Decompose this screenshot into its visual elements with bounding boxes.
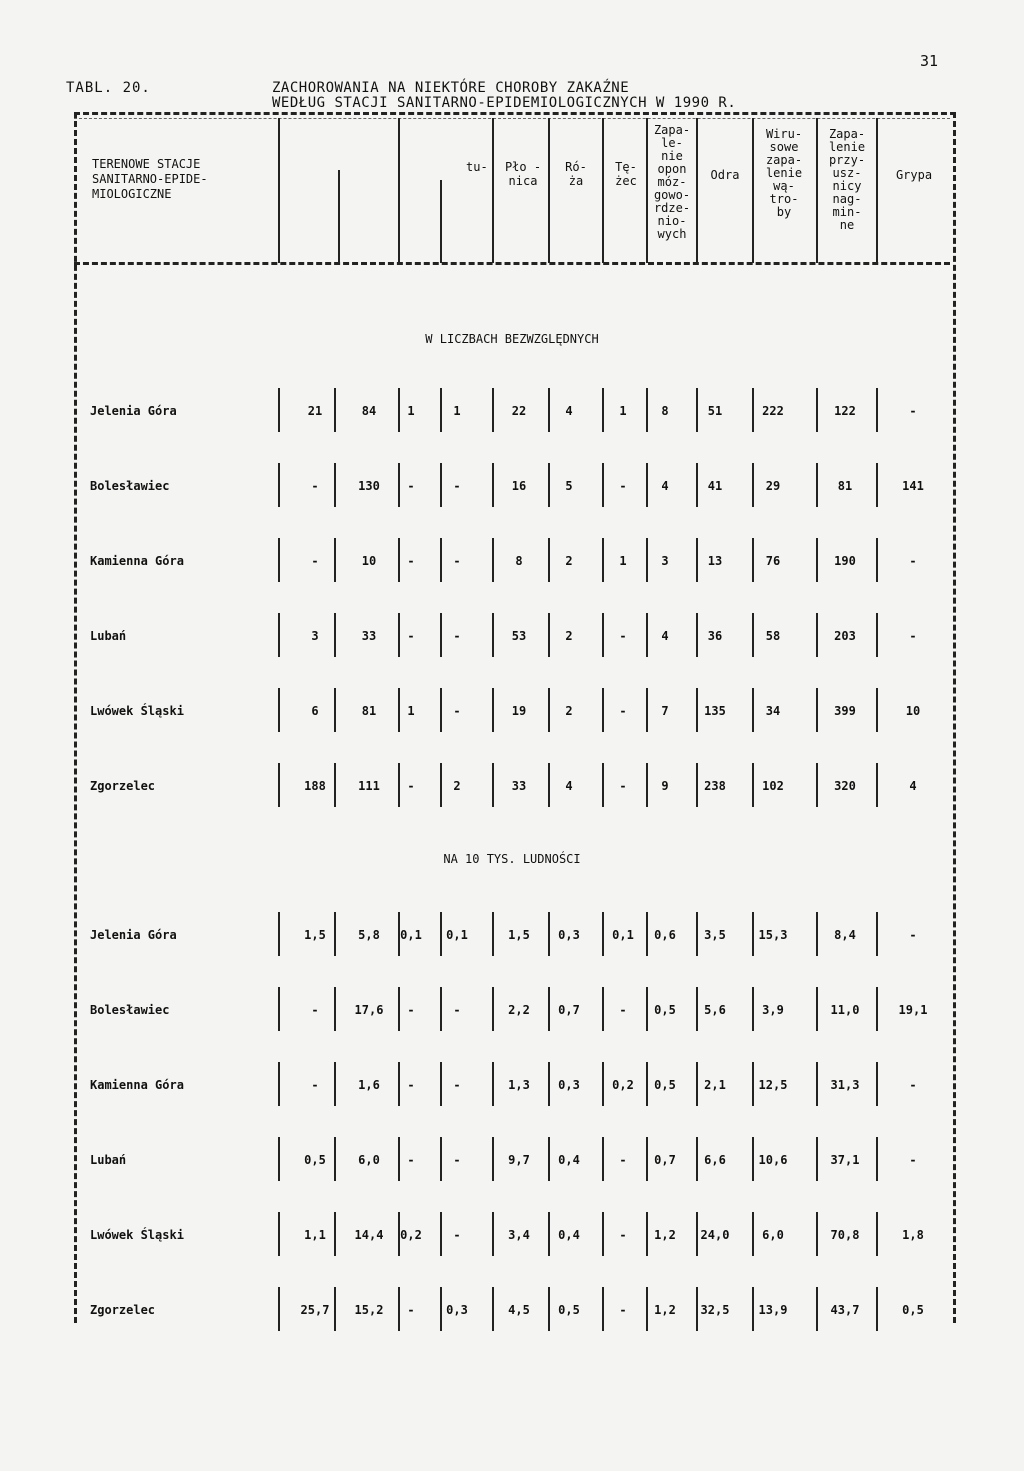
table-cell: - xyxy=(407,554,415,568)
table-cell: 8,4 xyxy=(834,928,856,942)
header-wirusowe: Wiru- sowe zapa- lenie wą- tro- by xyxy=(765,127,803,219)
header-roza: Ró- ża xyxy=(565,160,587,188)
cell-divider xyxy=(876,388,878,432)
cell-divider xyxy=(876,763,878,807)
table-cell: - xyxy=(311,1003,319,1017)
cell-divider xyxy=(876,1137,878,1181)
table-cell: - xyxy=(909,1078,917,1092)
table-cell: - xyxy=(619,1153,627,1167)
table-cell: 9,7 xyxy=(508,1153,530,1167)
cell-divider xyxy=(876,1062,878,1106)
table-cell: - xyxy=(619,629,627,643)
cell-divider xyxy=(816,538,818,582)
table-cell: 29 xyxy=(765,479,781,493)
table-cell: 1,3 xyxy=(508,1078,530,1092)
table-cell: 4 xyxy=(565,404,573,418)
table-cell: 70,8 xyxy=(830,1228,860,1242)
table-cell: 2 xyxy=(565,704,573,718)
table-cell: 6,6 xyxy=(704,1153,726,1167)
table-cell: 4 xyxy=(661,479,669,493)
table-cell: - xyxy=(619,1003,627,1017)
table-cell: 12,5 xyxy=(758,1078,788,1092)
table-cell: - xyxy=(311,554,319,568)
cell-divider xyxy=(816,463,818,507)
header-grypa: Grypa xyxy=(895,168,933,182)
cell-divider xyxy=(876,987,878,1031)
cell-divider xyxy=(816,613,818,657)
table-cell: 16 xyxy=(511,479,527,493)
table-cell: 36 xyxy=(707,629,723,643)
table-cell: 2 xyxy=(565,554,573,568)
table-cell: 3 xyxy=(661,554,669,568)
table-cell: 6,0 xyxy=(358,1153,380,1167)
table-cell: - xyxy=(453,1153,461,1167)
table-cell: 1,2 xyxy=(654,1303,676,1317)
table-cell: 135 xyxy=(704,704,726,718)
table-cell: 58 xyxy=(765,629,781,643)
header-zapalenie-opon: Zapa- le- nie opon móz- gowo- rdze- nio- wych xyxy=(653,123,691,241)
table-cell: 3 xyxy=(311,629,319,643)
table-cell: 0,5 xyxy=(654,1003,676,1017)
cell-divider xyxy=(278,1062,280,1106)
cell-divider xyxy=(278,388,280,432)
table-cell: 13 xyxy=(707,554,723,568)
page-number: 31 xyxy=(920,52,939,70)
table-cell: 1,8 xyxy=(902,1228,924,1242)
table-cell: 9 xyxy=(661,779,669,793)
table-cell: 81 xyxy=(837,479,853,493)
header-tezec: Tę- żec xyxy=(615,160,637,188)
table-cell: 33 xyxy=(361,629,377,643)
table-cell: 8 xyxy=(515,554,523,568)
row-label: Lubań xyxy=(90,1153,127,1167)
header-stations: TERENOWE STACJE SANITARNO-EPIDE- MIOLOGICZNE xyxy=(92,157,208,201)
table-cell: - xyxy=(909,404,917,418)
row-label: Bolesławiec xyxy=(90,1003,170,1017)
row-label: Bolesławiec xyxy=(90,479,170,493)
header-divider xyxy=(398,118,400,263)
cell-divider xyxy=(278,688,280,732)
section-per-10k: NA 10 TYS. LUDNOŚCI xyxy=(443,852,581,866)
table-cell: 2,2 xyxy=(508,1003,530,1017)
table-cell: - xyxy=(619,779,627,793)
table-cell: 0,4 xyxy=(558,1153,580,1167)
table-cell: 4 xyxy=(565,779,573,793)
table-cell: 41 xyxy=(707,479,723,493)
table-cell: 21 xyxy=(307,404,323,418)
table-cell: - xyxy=(311,479,319,493)
cell-divider xyxy=(278,1287,280,1331)
table-cell: 10 xyxy=(361,554,377,568)
header-divider xyxy=(440,180,442,263)
header-tu: tu- xyxy=(466,160,488,174)
table-cell: 6 xyxy=(311,704,319,718)
table-cell: 3,5 xyxy=(704,928,726,942)
table-cell: 0,5 xyxy=(558,1303,580,1317)
table-cell: 10,6 xyxy=(758,1153,788,1167)
table-cell: - xyxy=(453,554,461,568)
table-title-line-2: WEDŁUG STACJI SANITARNO-EPIDEMIOLOGICZNYCH W 1990 R. xyxy=(272,95,737,111)
table-cell: 15,2 xyxy=(354,1303,384,1317)
cell-divider xyxy=(816,1062,818,1106)
header-divider xyxy=(492,118,494,263)
table-cell: - xyxy=(909,928,917,942)
cell-divider xyxy=(876,688,878,732)
table-cell: 6,0 xyxy=(762,1228,784,1242)
header-divider xyxy=(876,118,878,263)
table-cell: 25,7 xyxy=(300,1303,330,1317)
cell-divider xyxy=(816,1212,818,1256)
table-cell: 0,2 xyxy=(400,1228,422,1242)
table-cell: 5,6 xyxy=(704,1003,726,1017)
table-cell: 190 xyxy=(834,554,856,568)
cell-divider xyxy=(278,538,280,582)
table-cell: 0,5 xyxy=(304,1153,326,1167)
table-cell: - xyxy=(407,1153,415,1167)
cell-divider xyxy=(816,1287,818,1331)
cell-divider xyxy=(278,1137,280,1181)
table-cell: 3,9 xyxy=(762,1003,784,1017)
header-divider xyxy=(602,118,604,263)
table-cell: - xyxy=(407,1078,415,1092)
table-cell: 320 xyxy=(834,779,856,793)
table-cell: - xyxy=(453,1003,461,1017)
table-title-line-1: ZACHOROWANIA NA NIEKTÓRE CHOROBY ZAKAŹNE xyxy=(272,80,630,96)
header-divider xyxy=(338,170,340,263)
table-cell: - xyxy=(453,479,461,493)
table-cell: 4 xyxy=(661,629,669,643)
row-label: Jelenia Góra xyxy=(90,404,177,418)
table-cell: 3,4 xyxy=(508,1228,530,1242)
table-cell: - xyxy=(407,779,415,793)
table-cell: 0,2 xyxy=(612,1078,634,1092)
table-cell: 4 xyxy=(909,779,917,793)
cell-divider xyxy=(816,987,818,1031)
table-cell: 0,5 xyxy=(902,1303,924,1317)
table-cell: 53 xyxy=(511,629,527,643)
row-label: Jelenia Góra xyxy=(90,928,177,942)
header-divider xyxy=(278,118,280,263)
table-cell: 1 xyxy=(619,404,627,418)
header-divider xyxy=(696,118,698,263)
table-cell: - xyxy=(311,1078,319,1092)
cell-divider xyxy=(816,688,818,732)
header-bottom-rule xyxy=(74,262,950,265)
row-label: Lwówek Śląski xyxy=(90,704,184,718)
table-cell: 17,6 xyxy=(354,1003,384,1017)
table-cell: 0,1 xyxy=(612,928,634,942)
table-cell: 0,4 xyxy=(558,1228,580,1242)
table-cell: 33 xyxy=(511,779,527,793)
cell-divider xyxy=(816,763,818,807)
table-cell: 1 xyxy=(407,704,415,718)
cell-divider xyxy=(816,912,818,956)
table-cell: 5,8 xyxy=(358,928,380,942)
table-cell: 1 xyxy=(619,554,627,568)
table-cell: 4,5 xyxy=(508,1303,530,1317)
row-label: Zgorzelec xyxy=(90,1303,156,1317)
cell-divider xyxy=(876,1287,878,1331)
table-cell: 76 xyxy=(765,554,781,568)
cell-divider xyxy=(278,763,280,807)
table-cell: - xyxy=(407,479,415,493)
table-cell: - xyxy=(909,554,917,568)
cell-divider xyxy=(816,388,818,432)
table-cell: 203 xyxy=(834,629,856,643)
row-label: Kamienna Góra xyxy=(90,554,184,568)
table-cell: 222 xyxy=(762,404,784,418)
header-divider xyxy=(548,118,550,263)
section-absolute: W LICZBACH BEZWZGLĘDNYCH xyxy=(425,332,599,346)
table-cell: 1,6 xyxy=(358,1078,380,1092)
table-cell: 0,1 xyxy=(400,928,422,942)
cell-divider xyxy=(876,1212,878,1256)
table-cell: 10 xyxy=(905,704,921,718)
table-cell: 141 xyxy=(902,479,924,493)
row-label: Zgorzelec xyxy=(90,779,156,793)
table-cell: 43,7 xyxy=(830,1303,860,1317)
table-cell: 2 xyxy=(453,779,461,793)
table-cell: - xyxy=(453,704,461,718)
table-cell: 1,1 xyxy=(304,1228,326,1242)
table-cell: 5 xyxy=(565,479,573,493)
table-cell: 0,3 xyxy=(558,928,580,942)
table-cell: 1,5 xyxy=(304,928,326,942)
table-cell: - xyxy=(407,629,415,643)
table-cell: 8 xyxy=(661,404,669,418)
table-cell: 14,4 xyxy=(354,1228,384,1242)
table-cell: - xyxy=(619,1228,627,1242)
cell-divider xyxy=(278,463,280,507)
table-cell: 24,0 xyxy=(700,1228,730,1242)
table-cell: - xyxy=(407,1003,415,1017)
table-cell: 238 xyxy=(704,779,726,793)
table-cell: 0,7 xyxy=(654,1153,676,1167)
table-cell: 130 xyxy=(358,479,380,493)
table-cell: 1 xyxy=(453,404,461,418)
cell-divider xyxy=(278,1212,280,1256)
table-cell: 188 xyxy=(304,779,326,793)
table-cell: - xyxy=(909,1153,917,1167)
cell-divider xyxy=(278,987,280,1031)
table-cell: 0,7 xyxy=(558,1003,580,1017)
header-odra: Odra xyxy=(710,168,740,182)
table-cell: 0,1 xyxy=(446,928,468,942)
table-cell: - xyxy=(453,1228,461,1242)
table-cell: 2,1 xyxy=(704,1078,726,1092)
table-cell: 0,3 xyxy=(558,1078,580,1092)
table-cell: 102 xyxy=(762,779,784,793)
table-cell: 37,1 xyxy=(830,1153,860,1167)
table-cell: 34 xyxy=(765,704,781,718)
cell-divider xyxy=(876,912,878,956)
table-cell: 399 xyxy=(834,704,856,718)
table-cell: 2 xyxy=(565,629,573,643)
table-cell: 0,6 xyxy=(654,928,676,942)
row-label: Lwówek Śląski xyxy=(90,1228,184,1242)
cell-divider xyxy=(876,613,878,657)
table-cell: - xyxy=(453,629,461,643)
table-cell: 13,9 xyxy=(758,1303,788,1317)
table-cell: - xyxy=(909,629,917,643)
cell-divider xyxy=(876,538,878,582)
cell-divider xyxy=(876,463,878,507)
row-label: Kamienna Góra xyxy=(90,1078,184,1092)
table-cell: 11,0 xyxy=(830,1003,860,1017)
table-cell: 0,3 xyxy=(446,1303,468,1317)
table-cell: - xyxy=(619,704,627,718)
header-zapalenie-przyusznicy: Zapa- lenie przy- usz- nicy nag- min- ne xyxy=(828,127,866,232)
table-cell: 0,5 xyxy=(654,1078,676,1092)
table-cell: - xyxy=(453,1078,461,1092)
table-cell: - xyxy=(619,479,627,493)
table-cell: - xyxy=(407,1303,415,1317)
table-cell: 84 xyxy=(361,404,377,418)
header-plonica: Pło - nica xyxy=(504,160,542,188)
table-cell: 19 xyxy=(511,704,527,718)
table-cell: 1,5 xyxy=(508,928,530,942)
table-cell: 122 xyxy=(834,404,856,418)
table-cell: 31,3 xyxy=(830,1078,860,1092)
table-cell: 1 xyxy=(407,404,415,418)
cell-divider xyxy=(278,912,280,956)
table-cell: 111 xyxy=(358,779,380,793)
table-label: TABL. 20. xyxy=(66,80,151,96)
table-cell: 22 xyxy=(511,404,527,418)
table-cell: 7 xyxy=(661,704,669,718)
row-label: Lubań xyxy=(90,629,127,643)
table-cell: - xyxy=(619,1303,627,1317)
table-cell: 32,5 xyxy=(700,1303,730,1317)
table-cell: 51 xyxy=(707,404,723,418)
table-cell: 19,1 xyxy=(898,1003,928,1017)
table-cell: 81 xyxy=(361,704,377,718)
cell-divider xyxy=(816,1137,818,1181)
cell-divider xyxy=(278,613,280,657)
table-cell: 15,3 xyxy=(758,928,788,942)
table-cell: 1,2 xyxy=(654,1228,676,1242)
header-top-rule xyxy=(74,118,950,119)
